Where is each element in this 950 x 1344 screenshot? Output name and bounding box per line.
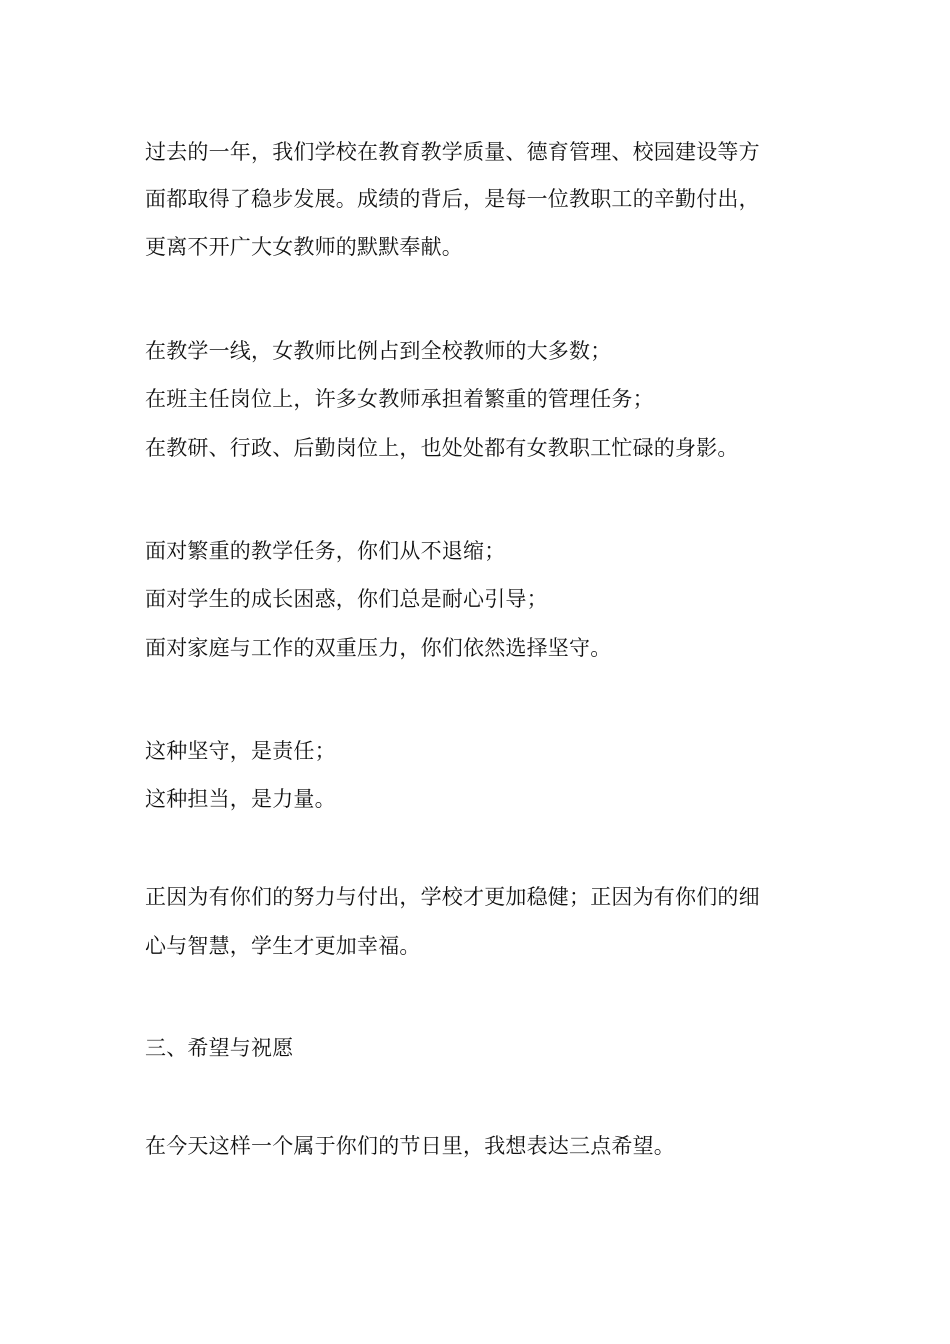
paragraph-3-line-1: 面对繁重的教学任务，你们从不退缩； bbox=[145, 539, 506, 563]
paragraph-5-line-1: 正因为有你们的努力与付出，学校才更加稳健；正因为有你们的细 bbox=[145, 885, 760, 909]
paragraph-5-line-2: 心与智慧，学生才更加幸福。 bbox=[145, 934, 421, 958]
paragraph-2-line-3: 在教研、行政、后勤岗位上，也处处都有女教职工忙碌的身影。 bbox=[145, 436, 739, 460]
paragraph-4-line-1: 这种坚守，是责任； bbox=[145, 739, 336, 763]
paragraph-4-line-2: 这种担当，是力量。 bbox=[145, 787, 336, 811]
section-heading: 三、希望与祝愿 bbox=[145, 1036, 294, 1060]
paragraph-3-line-3: 面对家庭与工作的双重压力，你们依然选择坚守。 bbox=[145, 636, 612, 660]
paragraph-1-line-2: 面都取得了稳步发展。成绩的背后，是每一位教职工的辛勤付出， bbox=[145, 187, 760, 211]
paragraph-3-line-2: 面对学生的成长困惑，你们总是耐心引导； bbox=[145, 587, 548, 611]
paragraph-1-line-1: 过去的一年，我们学校在教育教学质量、德育管理、校园建设等方 bbox=[145, 140, 760, 164]
paragraph-6-line-1: 在今天这样一个属于你们的节日里，我想表达三点希望。 bbox=[145, 1134, 675, 1158]
paragraph-2-line-2: 在班主任岗位上，许多女教师承担着繁重的管理任务； bbox=[145, 387, 654, 411]
paragraph-2-line-1: 在教学一线，女教师比例占到全校教师的大多数； bbox=[145, 339, 612, 363]
paragraph-1-line-3: 更离不开广大女教师的默默奉献。 bbox=[145, 235, 463, 259]
